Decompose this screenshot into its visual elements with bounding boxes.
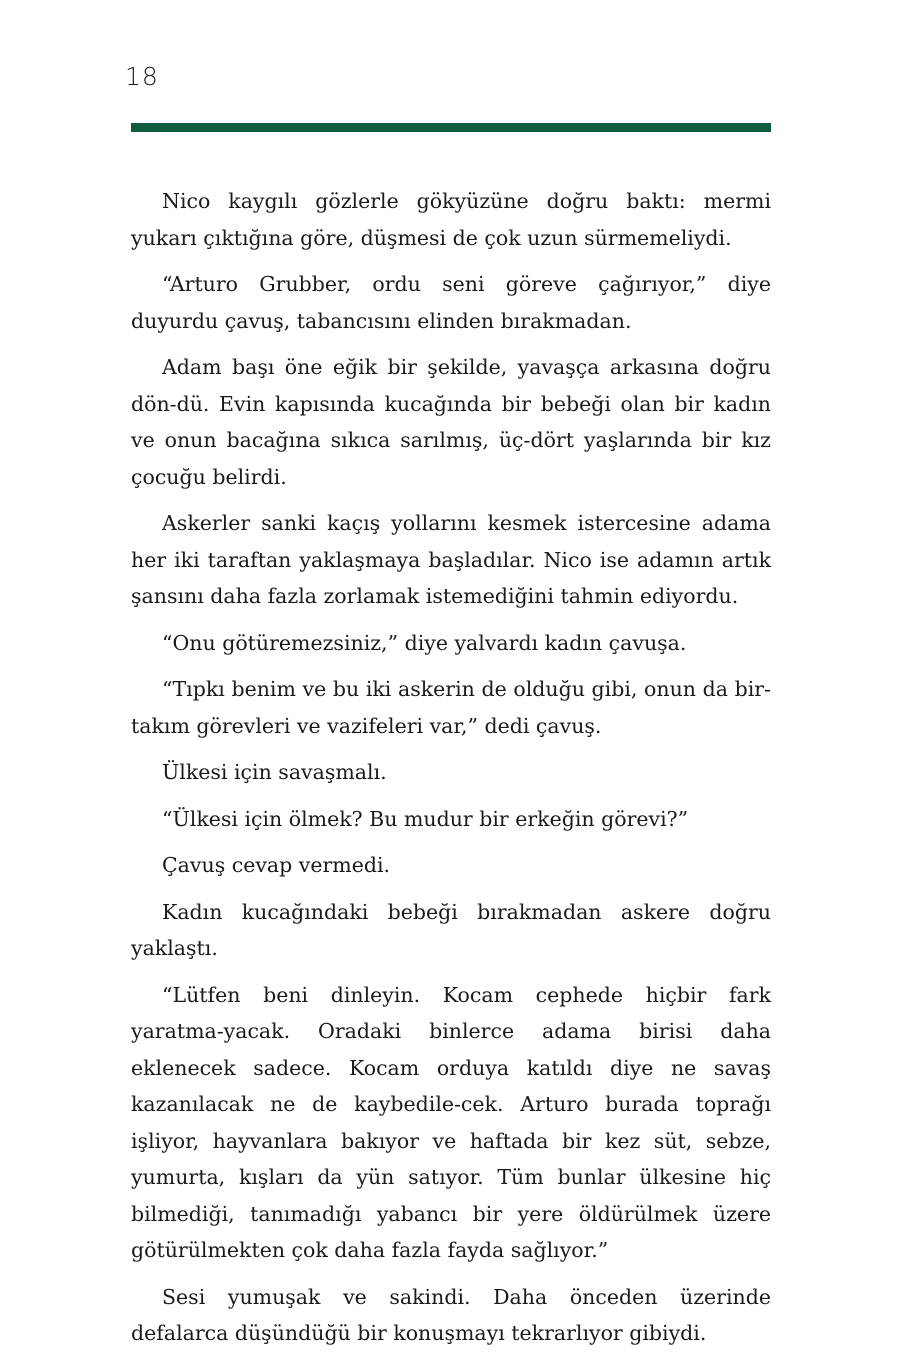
paragraph: “Tıpkı benim ve bu iki askerin de olduğu gibi, onun da bir-takım görevleri ve vazifeleri var,” dedi çavuş. — [131, 677, 771, 738]
paragraph: “Ülkesi için ölmek? Bu mudur bir erkeğin görevi?” — [162, 806, 689, 831]
paragraph: Ülkesi için savaşmalı. — [162, 760, 387, 784]
paragraph: Askerler sanki kaçış yollarını kesmek istercesine adama her iki taraftan yaklaşmaya başladılar. Nico ise adamın artık şansını daha fazla zorlamak istemediğini tahmin ediyordu. — [131, 511, 771, 608]
paragraph: Adam başı öne eğik bir şekilde, yavaşça arkasına doğru dön-dü. Evin kapısında kucağında bir bebeği olan bir kadın ve onun bacağına sıkıca sarılmış, üç-dört yaşlarında bir kız çocuğu belirdi. — [131, 355, 771, 489]
paragraph: “Lütfen beni dinleyin. Kocam cephede hiçbir fark yaratma-yacak. Oradaki binlerce adama birisi daha eklenecek sadece. Kocam orduya katıldı diye ne savaş kazanılacak ne de kaybedile-cek. Arturo burada toprağı işliyor, hayvanlara bakıyor ve haftada bir kez süt, sebze, yumurta, kışları da yün satıyor. Tüm bunlar ülkesine hiç bilmediği, tanımadığı yabancı bir yere öldürülmek üzere götürülmekten çok daha fazla fayda sağlıyor.” — [131, 982, 771, 1262]
page-number: 18 — [125, 62, 159, 91]
header-rule — [131, 123, 771, 132]
paragraph: Kadın kucağındaki bebeği bırakmadan askere doğru yaklaştı. — [131, 899, 771, 960]
paragraph: Nico kaygılı gözlerle gökyüzüne doğru baktı: mermi yukarı çıktığına göre, düşmesi de çok uzun sürmemeliydi. — [131, 189, 771, 250]
paragraph: Çavuş cevap vermedi. — [162, 853, 391, 877]
paragraph: “Onu götüremezsiniz,” diye yalvardı kadın çavuşa. — [162, 630, 687, 655]
body-text — [131, 183, 771, 1362]
paragraph: Sesi yumuşak ve sakindi. Daha önceden üzerinde defalarca düşündüğü bir konuşmayı tekrarlıyor gibiydi. — [131, 1284, 771, 1345]
paragraph: “Arturo Grubber, ordu seni göreve çağırıyor,” diye duyurdu çavuş, tabancısını elinden bırakmadan. — [131, 272, 771, 333]
